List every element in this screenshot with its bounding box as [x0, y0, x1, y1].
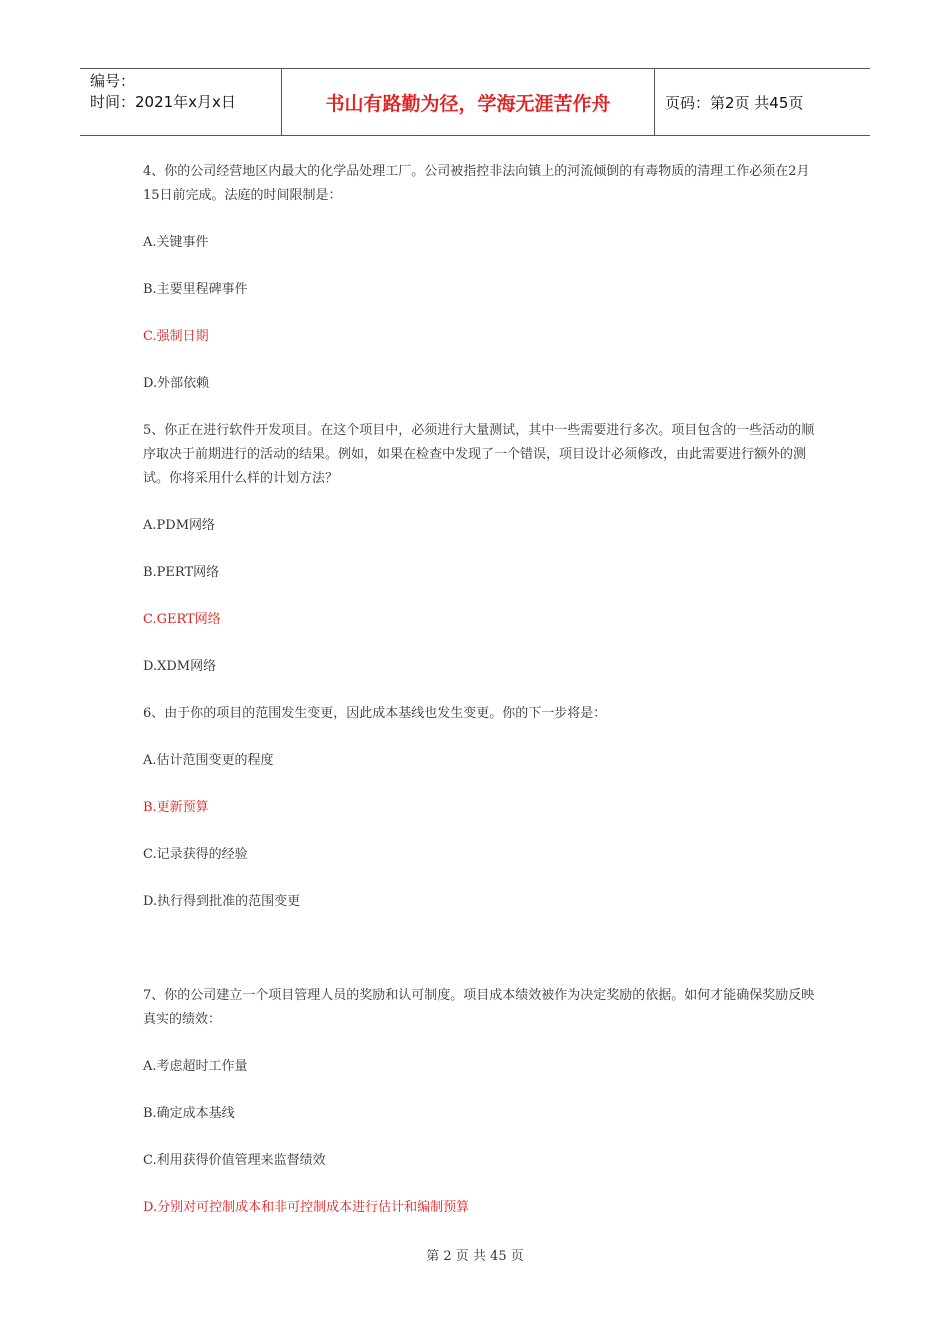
header-meta — [80, 69, 282, 135]
option-text: D.外部依赖 — [143, 376, 210, 391]
answer-option-text: D.分别对可控制成本和非可控制成本进行估计和编制预算 — [143, 1200, 470, 1215]
option-text: D.执行得到批准的范围变更 — [143, 894, 301, 909]
option-text: D.XDM网络 — [143, 659, 217, 674]
option-text: A.估计范围变更的程度 — [143, 753, 274, 768]
option-text: A.PDM网络 — [143, 518, 216, 533]
option-text: C.利用获得价值管理来监督绩效 — [143, 1153, 326, 1168]
answer-option-text: C.强制日期 — [143, 329, 209, 344]
option-text: B.PERT网络 — [143, 565, 220, 580]
document-time-label: 时间：2021年x月x日 — [90, 93, 236, 111]
answer-option-text: C.GERT网络 — [143, 612, 221, 627]
question-stem: 7、你的公司建立一个项目管理人员的奖励和认可制度。项目成本绩效被作为决定奖励的依据。如何才能确保奖励反映真实的绩效： — [143, 988, 815, 1027]
document-number-label: 编号： — [90, 72, 136, 90]
question-stem: 4、你的公司经营地区内最大的化学品处理工厂。公司被指控非法向镇上的河流倾倒的有毒物质的清理工作必须在2月15日前完成。法庭的时间限制是： — [143, 164, 810, 203]
option-text: A.考虑超时工作量 — [143, 1059, 248, 1074]
option-text: B.确定成本基线 — [143, 1106, 235, 1121]
page-header — [80, 68, 870, 136]
answer-option-text: B.更新预算 — [143, 800, 209, 815]
option-text: B.主要里程碑事件 — [143, 282, 248, 297]
question-list — [143, 160, 823, 1220]
option-text: A.关键事件 — [143, 235, 209, 250]
option-text: C.记录获得的经验 — [143, 847, 248, 862]
header-page-label: 页码：第2页 共45页 — [665, 93, 804, 112]
question-stem: 5、你正在进行软件开发项目。在这个项目中，必须进行大量测试，其中一些需要进行多次。项目包含的一些活动的顺序取决于前期进行的活动的结果。例如，如果在检查中发现了一个错误，项目设计必须修改，由此需要进行额外的测试。你将采用什么样的计划方法？ — [143, 423, 815, 486]
page-footer: 第 2 页 共 45 页 — [426, 1249, 524, 1264]
question-stem: 6、由于你的项目的范围发生变更，因此成本基线也发生变更。你的下一步将是： — [143, 706, 607, 721]
header-motto: 书山有路勤为径，学海无涯苦作舟 — [282, 69, 655, 135]
